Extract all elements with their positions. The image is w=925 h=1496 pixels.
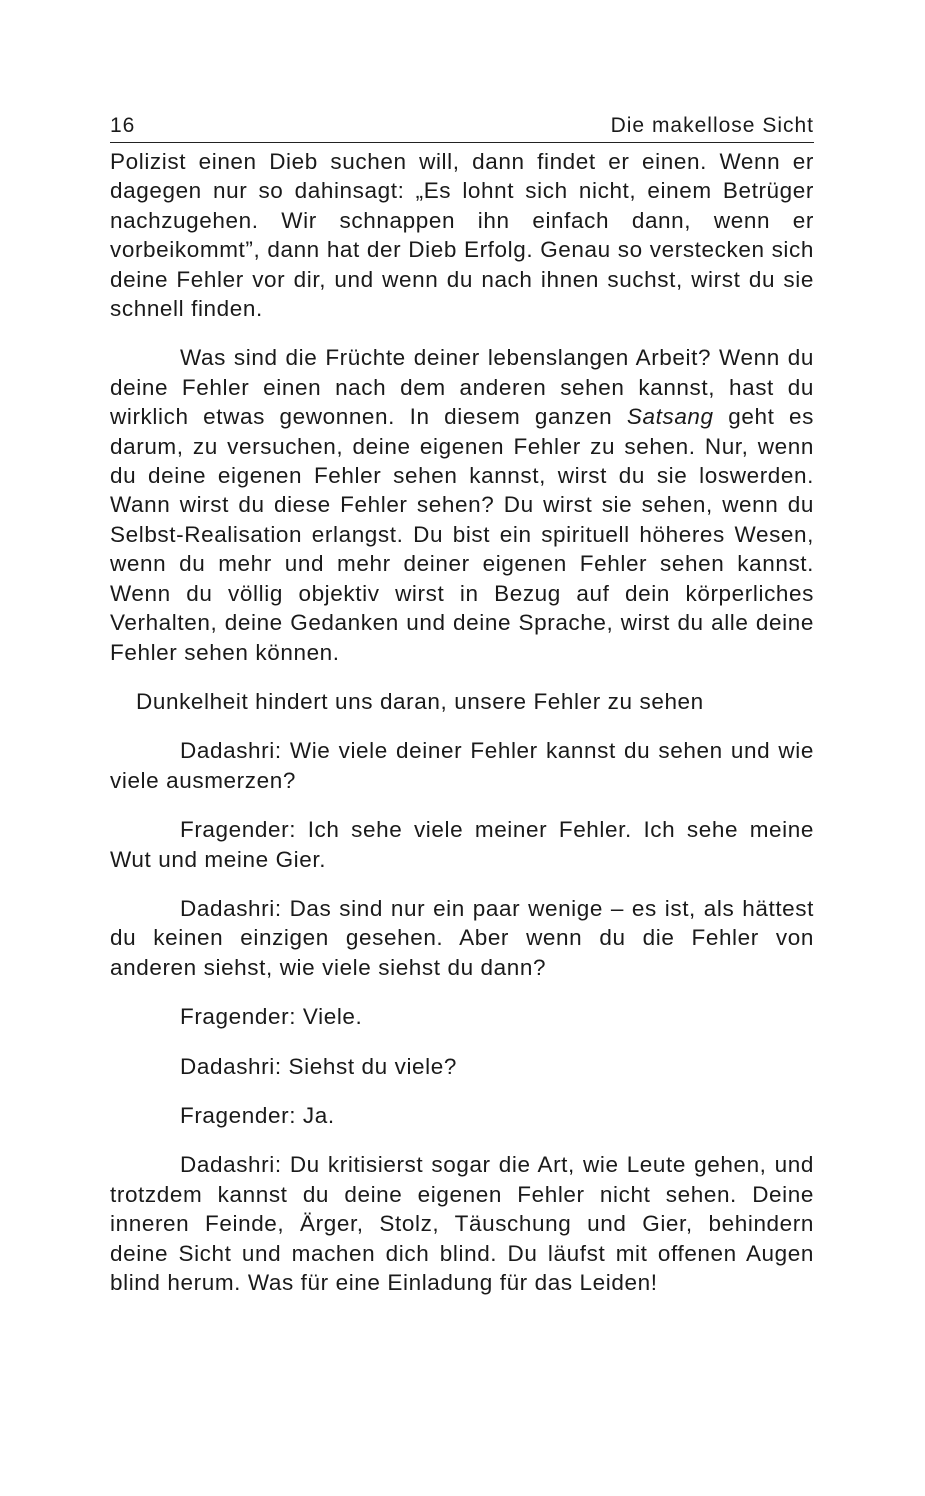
page-number: 16 <box>110 114 136 137</box>
paragraph-dadashri-4: Dadashri: Du kritisierst sogar die Art, wie Leute gehen, und trotzdem kannst du deine eigenen Fehler nicht sehen. Deine inneren Feinde, Ärger, Stolz, Täuschung und Gier, behindern deine Sicht und machen dich blind. Du läufst mit offenen Augen blind herum. Was für eine Einladung für das Leiden! <box>110 1152 814 1295</box>
body-text <box>110 147 814 1297</box>
paragraph-fragender-3: Fragender: Ja. <box>180 1102 335 1128</box>
paragraph-2-part-a: Was sind die Früchte deiner lebenslangen Arbeit? Wenn du deine Fehler einen nach dem anderen sehen kannst, hast du wirklich etwas gewonnen. In diesem ganzen <box>110 345 814 430</box>
section-heading: Dunkelheit hindert uns daran, unsere Fehler zu sehen <box>136 688 704 714</box>
paragraph-fragender-1: Fragender: Ich sehe viele meiner Fehler. Ich sehe meine Wut und meine Gier. <box>110 817 814 872</box>
book-page <box>110 112 814 1297</box>
paragraph-dadashri-2: Dadashri: Das sind nur ein paar wenige – es ist, als hättest du keinen einzigen gesehen. Aber wenn du die Fehler von anderen siehst, wie viele siehst du dann? <box>110 895 814 980</box>
paragraph-1: Polizist einen Dieb suchen will, dann findet er einen. Wenn er dagegen nur so dahinsagt: „Es lohnt sich nicht, einem Betrüger nachzugehen. Wir schnappen ihn einfach dann, wenn er vorbeikommt”, dann hat der Dieb Erfolg. Genau so verstecken sich deine Fehler vor dir, und wenn du nach ihnen suchst, wirst du sie schnell finden. <box>110 149 814 322</box>
paragraph-dadashri-1: Dadashri: Wie viele deiner Fehler kannst du sehen und wie viele ausmerzen? <box>110 738 814 793</box>
paragraph-2 <box>110 343 814 666</box>
running-title: Die makellose Sicht <box>610 114 814 137</box>
paragraph-2-part-b: geht es darum, zu versuchen, deine eigenen Fehler zu sehen. Nur, wenn du deine eigenen Fehler sehen kannst, wirst du sie loswerden. Wann wirst du diese Fehler sehen? Du wirst sie sehen, wenn du Selbst-Realisation erlangst. Du bist ein spirituell höheres Wesen, wenn du mehr und mehr deiner eigenen Fehler sehen kannst. Wenn du völlig objektiv wirst in Bezug auf dein körperliches Verhalten, deine Gedanken und deine Sprache, wirst du alle deine Fehler sehen können. <box>110 404 814 665</box>
paragraph-fragender-2: Fragender: Viele. <box>180 1004 363 1030</box>
page-header <box>110 112 814 143</box>
paragraph-dadashri-3: Dadashri: Siehst du viele? <box>180 1053 457 1079</box>
satsang-term: Satsang <box>626 404 714 430</box>
